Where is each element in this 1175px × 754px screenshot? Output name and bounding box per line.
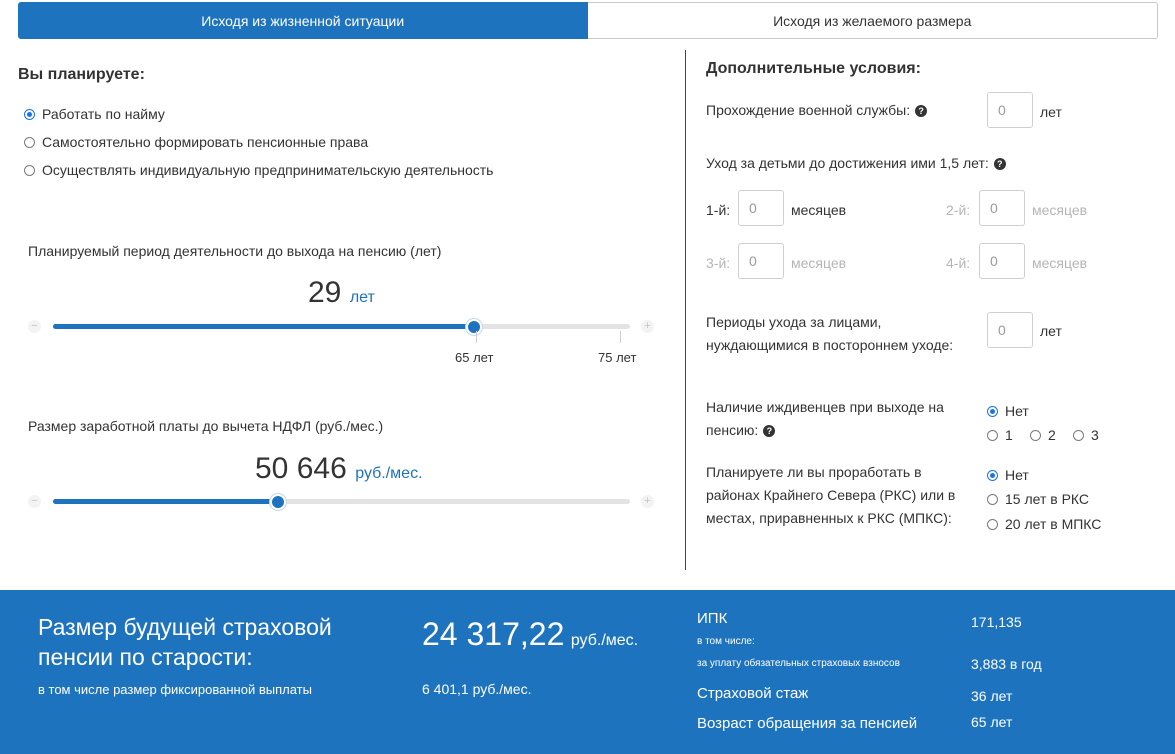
period-slider-fill — [53, 324, 474, 329]
radio-icon[interactable] — [987, 406, 998, 417]
tick-65 — [476, 331, 477, 343]
dependents-label: Наличие иждивенцев при выходе на пенсию: — [706, 399, 944, 438]
north-option-label: 20 лет в МПКС — [1005, 516, 1102, 532]
dependents-option-label: Нет — [1005, 403, 1029, 419]
radio-icon[interactable] — [987, 430, 998, 441]
dependents-option-label: 1 — [1005, 427, 1013, 443]
age-label: Возраст обращения за пенсией — [697, 715, 918, 732]
help-icon[interactable]: ? — [994, 158, 1006, 170]
dependents-option-3[interactable] — [1073, 427, 1099, 443]
salary-plus-button[interactable]: + — [641, 495, 654, 508]
plan-title: Вы планируете: — [18, 66, 145, 83]
childcare-label: Уход за детьми до достижения ими 1,5 лет: — [706, 155, 989, 171]
childcare-row — [706, 155, 1006, 171]
fixed-label: в том числе размер фиксированной выплаты — [38, 682, 312, 697]
period-plus-button[interactable]: + — [641, 320, 654, 333]
ipk-label: ИПК — [697, 610, 728, 627]
care-label: Периоды ухода за лицами, нуждающимися в постороннем уходе: — [706, 314, 954, 353]
dependents-option-label: 2 — [1048, 427, 1056, 443]
period-unit: лет — [349, 289, 375, 306]
mark-75-label: 75 лет — [598, 350, 637, 365]
north-option-label: Нет — [1005, 467, 1029, 483]
salary-slider-handle[interactable] — [270, 494, 286, 510]
dependents-option-none[interactable] — [987, 403, 1029, 419]
child1-unit: месяцев — [791, 202, 847, 218]
dependents-option-1[interactable] — [987, 427, 1013, 443]
military-unit: лет — [1040, 104, 1062, 120]
salary-slider-fill — [53, 499, 278, 504]
radio-icon[interactable] — [987, 494, 998, 505]
stazh-label: Страховой стаж — [697, 685, 809, 702]
child3-unit: месяцев — [791, 255, 847, 271]
contrib-value: 3,883 в год — [971, 656, 1042, 672]
north-label: Планируете ли вы проработать в районах Крайнего Севера (РКС) или в местах, приравненных к РКС (МПКС): — [706, 464, 956, 526]
child1-input[interactable] — [738, 190, 784, 226]
fixed-value: 6 401,1 руб./мес. — [422, 681, 532, 697]
result-panel — [0, 590, 1175, 754]
child4-unit: месяцев — [1032, 255, 1088, 271]
age-value: 65 лет — [971, 714, 1013, 730]
help-icon[interactable]: ? — [763, 425, 775, 437]
child1-label: 1-й: — [706, 202, 731, 218]
radio-icon[interactable] — [1073, 430, 1084, 441]
child4-label: 4-й: — [946, 255, 971, 271]
child2-label: 2-й: — [946, 202, 971, 218]
period-minus-button[interactable]: − — [28, 320, 41, 333]
dependents-option-2[interactable] — [1030, 427, 1056, 443]
plan-option-self-formed[interactable] — [24, 134, 368, 150]
period-slider-handle[interactable] — [466, 319, 482, 335]
tab-life-situation[interactable]: Исходя из жизненной ситуации — [18, 2, 588, 39]
tab-desired-amount[interactable]: Исходя из желаемого размера — [588, 2, 1159, 39]
north-option-mpks[interactable] — [987, 516, 1101, 532]
plan-option-label: Самостоятельно формировать пенсионные права — [42, 134, 369, 150]
care-unit: лет — [1040, 323, 1062, 339]
extra-title: Дополнительные условия: — [706, 60, 921, 77]
radio-icon[interactable] — [24, 165, 35, 176]
stazh-value: 36 лет — [971, 688, 1013, 704]
care-input[interactable] — [987, 312, 1033, 348]
military-row — [706, 102, 927, 118]
period-value-display — [308, 276, 375, 310]
child3-input[interactable] — [738, 243, 784, 279]
child4-input[interactable] — [979, 243, 1025, 279]
salary-label: Размер заработной платы до вычета НДФЛ (руб./мес.) — [28, 418, 384, 434]
north-option-label: 15 лет в РКС — [1005, 491, 1090, 507]
radio-icon[interactable] — [24, 109, 35, 120]
period-value: 29 — [308, 276, 342, 309]
period-label: Планируемый период деятельности до выхода на пенсию (лет) — [28, 243, 442, 259]
salary-value-display — [255, 452, 423, 486]
column-divider — [685, 50, 686, 570]
tick-75 — [620, 331, 621, 343]
dependents-row — [706, 396, 966, 442]
mark-65-label: 65 лет — [455, 350, 494, 365]
result-amount: 24 317,22 — [422, 616, 565, 652]
north-option-none[interactable] — [987, 467, 1029, 483]
contrib-label: за уплату обязательных страховых взносов — [697, 658, 900, 669]
north-option-rks[interactable] — [987, 491, 1089, 507]
dependents-option-label: 3 — [1091, 427, 1099, 443]
child2-input[interactable] — [979, 190, 1025, 226]
child3-label: 3-й: — [706, 255, 731, 271]
military-input[interactable] — [987, 92, 1033, 128]
radio-icon[interactable] — [987, 470, 998, 481]
salary-minus-button[interactable]: − — [28, 495, 41, 508]
plan-option-entrepreneur[interactable] — [24, 162, 493, 178]
ipk-value: 171,135 — [971, 614, 1022, 630]
military-label: Прохождение военной службы: — [706, 102, 911, 118]
plan-option-label: Работать по найму — [42, 106, 165, 122]
result-amount-display — [422, 616, 638, 653]
plan-option-employment[interactable] — [24, 106, 165, 122]
mode-tabs — [18, 2, 1158, 39]
salary-value: 50 646 — [255, 452, 347, 485]
plan-option-label: Осуществлять индивидуальную предпринимательскую деятельность — [42, 162, 494, 178]
child2-unit: месяцев — [1032, 202, 1088, 218]
radio-icon[interactable] — [987, 519, 998, 530]
radio-icon[interactable] — [24, 137, 35, 148]
radio-icon[interactable] — [1030, 430, 1041, 441]
help-icon[interactable]: ? — [915, 105, 927, 117]
result-title: Размер будущей страховой пенсии по старости: — [38, 614, 332, 670]
including-label: в том числе: — [697, 636, 755, 647]
result-amount-unit: руб./мес. — [570, 632, 639, 649]
salary-unit: руб./мес. — [355, 465, 423, 482]
